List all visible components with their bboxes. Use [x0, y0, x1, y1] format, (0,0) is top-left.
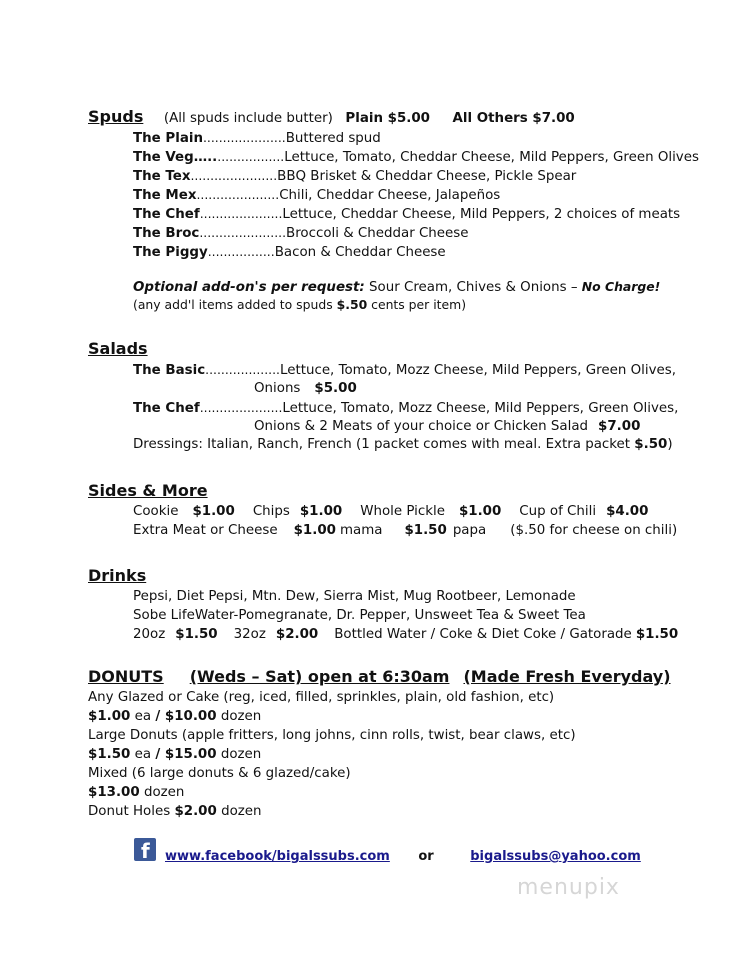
- glazed-dozen-label: dozen: [216, 709, 262, 724]
- spud-item-dots: .................: [217, 149, 285, 164]
- salad-chef-desc: Lettuce, Tomato, Mozz Cheese, Mild Peppers, Green Olives,: [282, 401, 679, 416]
- salad-chef-dots: .....................: [199, 400, 283, 415]
- glazed-dozen-price: / $10.00: [155, 709, 217, 724]
- salads-title: Salads: [88, 339, 148, 358]
- spud-item-name: The Chef: [133, 207, 200, 222]
- drink-bottled-price: $1.50: [635, 627, 679, 642]
- spud-piggy: [133, 243, 446, 262]
- donuts-mixed-price: [88, 784, 184, 802]
- sides-header: [88, 482, 208, 502]
- spud-mex: [133, 186, 500, 205]
- spuds-note: (All spuds include butter): [163, 111, 333, 126]
- spud-broc: [133, 224, 469, 243]
- salad-basic: [133, 361, 676, 380]
- donuts-mixed: Mixed (6 large donuts & 6 glazed/cake): [88, 766, 351, 781]
- mixed-label: dozen: [139, 785, 185, 800]
- donuts-glazed: Any Glazed or Cake (reg, iced, filled, sprinkles, plain, old fashion, etc): [88, 690, 555, 705]
- donuts-glazed-price: [88, 708, 261, 726]
- salads-header: [88, 340, 148, 360]
- salad-basic-price: $5.00: [314, 381, 357, 396]
- dressings-text: Dressings: Italian, Ranch, French (1 packet comes with meal. Extra packet: [133, 437, 635, 452]
- spud-item-name: The Mex: [133, 188, 197, 203]
- spud-item-name: The Plain: [133, 131, 203, 146]
- addon-text: Sour Cream, Chives & Onions –: [364, 280, 582, 295]
- side-mama-price: $1.00: [293, 523, 336, 538]
- spud-item-desc: Chili, Cheddar Cheese, Jalapeños: [279, 188, 501, 203]
- large-dozen-price: / $15.00: [155, 747, 217, 762]
- addon-free: No Charge!: [581, 279, 661, 294]
- spud-item-dots: .....................: [202, 130, 286, 145]
- spud-item-dots: .................: [207, 244, 275, 259]
- salad-dressings: [133, 436, 673, 454]
- salad-basic-line2: [254, 380, 357, 398]
- side-pickle-label: Whole Pickle: [360, 504, 445, 519]
- drinks-line-2: Sobe LifeWater-Pomegranate, Dr. Pepper, Unsweet Tea & Sweet Tea: [133, 608, 586, 623]
- spud-item-desc: BBQ Brisket & Cheddar Cheese, Pickle Spear: [277, 169, 577, 184]
- salad-chef-desc2: Onions & 2 Meats of your choice or Chicken Salad: [254, 419, 589, 434]
- addon-label: Optional add-on's per request:: [133, 280, 365, 295]
- salad-basic-name: The Basic: [133, 363, 206, 378]
- spud-item-desc: Broccoli & Cheddar Cheese: [286, 226, 469, 241]
- side-cheese-note: ($.50 for cheese on chili): [510, 523, 678, 538]
- salad-chef: [133, 399, 678, 418]
- dressings-end: ): [667, 437, 673, 452]
- footer-links: [165, 848, 641, 866]
- email-link[interactable]: bigalssubs@yahoo.com: [470, 849, 641, 864]
- donuts-fresh: (Made Fresh Everyday): [463, 667, 671, 686]
- footer-or: or: [418, 849, 434, 864]
- drinks-sizes: [133, 626, 678, 644]
- spud-veg: [133, 148, 699, 167]
- mixed-price: $13.00: [88, 785, 140, 800]
- addon-note-pre: (any add'l items added to spuds: [133, 297, 337, 312]
- spuds-title: Spuds: [88, 107, 144, 126]
- spud-item-desc: Lettuce, Cheddar Cheese, Mild Peppers, 2 choices of meats: [282, 207, 681, 222]
- drink-bottled-label: Bottled Water / Coke & Diet Coke / Gatorade: [334, 627, 632, 642]
- sides-row-2: [133, 522, 677, 540]
- sides-row-1: [133, 503, 648, 521]
- holes-price: $2.00: [174, 804, 217, 819]
- spud-item-dots: ......................: [199, 225, 287, 240]
- addon-note-post: cents per item): [367, 297, 467, 312]
- spud-item-dots: ......................: [190, 168, 278, 183]
- side-cookie-price: $1.00: [192, 504, 235, 519]
- sides-title: Sides & More: [88, 481, 208, 500]
- side-mama-label: mama: [339, 523, 383, 538]
- donuts-holes: [88, 803, 262, 821]
- spuds-addon-note: [133, 296, 466, 314]
- side-chips-label: Chips: [252, 504, 290, 519]
- spud-item-name: The Veg…..: [133, 150, 218, 165]
- spud-chef: [133, 205, 680, 224]
- donuts-large: Large Donuts (apple fritters, long johns, cinn rolls, twist, bear claws, etc): [88, 728, 576, 743]
- holes-label: Donut Holes: [88, 804, 175, 819]
- menupix-watermark: menupix: [517, 875, 620, 900]
- large-ea-price: $1.50: [88, 747, 131, 762]
- spuds-header: [88, 108, 575, 128]
- spuds-addon: [133, 278, 660, 297]
- spud-item-name: The Piggy: [133, 245, 208, 260]
- spuds-plain-price: Plain $5.00: [345, 111, 431, 126]
- drinks-title: Drinks: [88, 566, 147, 585]
- salad-chef-name: The Chef: [133, 401, 200, 416]
- large-dozen-label: dozen: [216, 747, 262, 762]
- donuts-header: [88, 668, 671, 688]
- side-papa-label: papa: [452, 523, 487, 538]
- glazed-ea-label: ea: [130, 709, 156, 724]
- side-chili-label: Cup of Chili: [519, 504, 597, 519]
- side-cookie-label: Cookie: [133, 504, 179, 519]
- side-pickle-price: $1.00: [458, 504, 502, 519]
- spud-item-dots: .....................: [196, 187, 280, 202]
- facebook-link[interactable]: www.facebook/bigalssubs.com: [165, 849, 390, 864]
- spud-item-name: The Broc: [133, 226, 200, 241]
- spud-item-desc: Bacon & Cheddar Cheese: [274, 245, 446, 260]
- spud-tex: [133, 167, 576, 186]
- salad-chef-line2: [254, 418, 640, 436]
- donuts-title: DONUTS: [88, 667, 164, 686]
- spuds-others-price: All Others $7.00: [452, 111, 575, 126]
- large-ea-label: ea: [130, 747, 156, 762]
- drink-32oz-price: $2.00: [275, 627, 319, 642]
- drink-32oz-label: 32oz: [233, 627, 266, 642]
- donuts-large-price: [88, 746, 261, 764]
- drinks-line-1: Pepsi, Diet Pepsi, Mtn. Dew, Sierra Mist, Mug Rootbeer, Lemonade: [133, 589, 576, 604]
- salad-chef-price: $7.00: [598, 419, 641, 434]
- drink-20oz-label: 20oz: [133, 627, 166, 642]
- salad-basic-desc2: Onions: [254, 381, 301, 396]
- side-papa-price: $1.50: [404, 523, 447, 538]
- spud-item-desc: Buttered spud: [285, 131, 381, 146]
- holes-dozen-label: dozen: [216, 804, 262, 819]
- side-extra-label: Extra Meat or Cheese: [133, 523, 278, 538]
- drinks-header: [88, 567, 146, 587]
- glazed-ea-price: $1.00: [88, 709, 131, 724]
- spud-plain: [133, 129, 381, 148]
- side-chili-price: $4.00: [606, 504, 649, 519]
- dressings-price: $.50: [634, 437, 668, 452]
- salad-basic-desc: Lettuce, Tomato, Mozz Cheese, Mild Peppers, Green Olives,: [280, 363, 676, 378]
- spud-item-dots: .....................: [199, 206, 283, 221]
- drink-20oz-price: $1.50: [175, 627, 218, 642]
- spud-item-name: The Tex: [133, 169, 191, 184]
- salad-basic-dots: ...................: [205, 362, 280, 377]
- spud-item-desc: Lettuce, Tomato, Cheddar Cheese, Mild Peppers, Green Olives: [284, 150, 699, 165]
- facebook-icon[interactable]: f: [134, 838, 156, 861]
- addon-note-price: $.50: [336, 297, 368, 312]
- donuts-hours: (Weds – Sat) open at 6:30am: [189, 667, 450, 686]
- side-chips-price: $1.00: [299, 504, 343, 519]
